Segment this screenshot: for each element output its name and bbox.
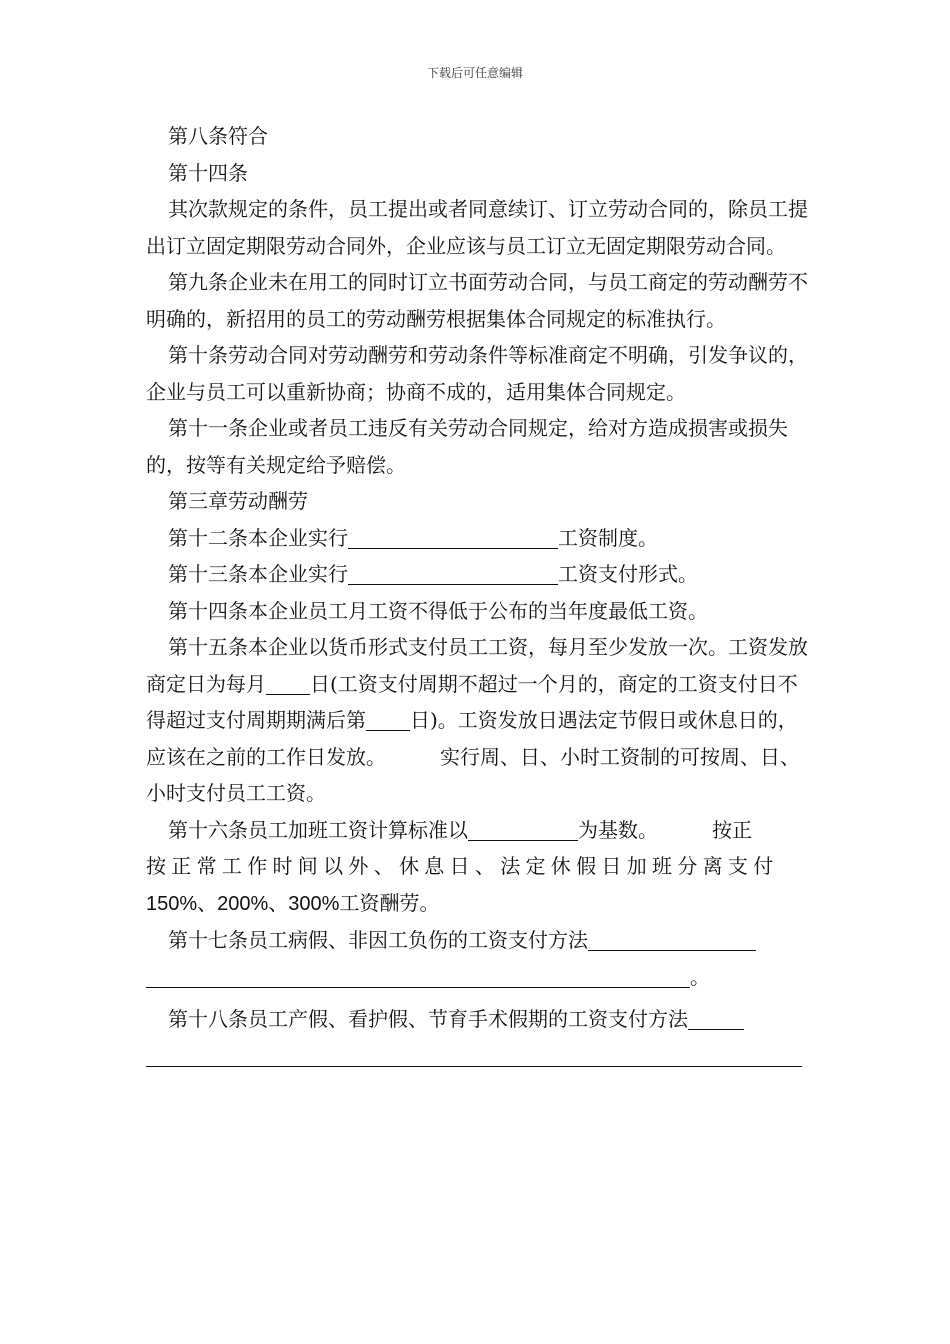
article-15-text-b: 日(工资支付周期不超过一个月的，商定的工资支付日不得超过支付周期期满后第 (146, 671, 798, 732)
article-16-text-e: 工资酬劳。 (339, 890, 440, 915)
pay-day-blank[interactable] (266, 672, 310, 695)
article-8-heading: 第八条符合 (168, 124, 268, 148)
article-12-paragraph (146, 520, 810, 557)
article-15-text-a: 第十五条本企业以货币形式支付员工工资，每月至少发放一次。工资发放商定日为每月 (146, 635, 808, 696)
article-18-line-1 (146, 1001, 810, 1038)
article-13-paragraph (146, 556, 810, 593)
article-15-text-d: 实行周、日、小时工资制的可按周、日、小时支付员工工资。 (146, 744, 800, 805)
article-16-text-c: 按正常工作时间以外、休息日、法定休假日加班分离支付 (146, 854, 779, 878)
article-17-end: 。 (690, 964, 710, 989)
article-16-paragraph (146, 812, 810, 923)
maternity-leave-blank-2[interactable] (146, 1044, 802, 1067)
article-17-text: 第十七条员工病假、非因工负伤的工资支付方法 (168, 928, 588, 952)
article-12-text-start: 第十二条本企业实行 (168, 525, 348, 550)
article-12-text-end: 工资制度。 (558, 525, 658, 550)
article-13-text-end: 工资支付形式。 (558, 562, 698, 586)
article-16-line-1 (146, 812, 810, 849)
article-16-line-2 (146, 848, 810, 885)
sick-leave-blank-1[interactable] (588, 928, 756, 951)
overtime-rates: 150%、200%、300% (146, 892, 340, 915)
article-14-heading: 第十四条 (168, 160, 248, 185)
renewal-clause-paragraph: 其次款规定的条件，员工提出或者同意续订、订立劳动合同的，除员工提出订立固定期限劳动合同外，企业应该与员工订立无固定期限劳动合同。 (146, 197, 808, 258)
page-header: 下载后可任意编辑 (426, 66, 523, 80)
document-body (146, 118, 810, 1074)
article-18-text: 第十八条员工产假、看护假、节育手术假期的工资支付方法 (168, 1007, 688, 1031)
article-17-paragraph (146, 922, 810, 995)
article-14-paragraph: 第十四条本企业员工月工资不得低于公布的当年度最低工资。 (168, 598, 708, 623)
article-13-text-start: 第十三条本企业实行 (168, 562, 348, 586)
pay-deadline-blank[interactable] (366, 708, 410, 731)
article-16-text-c1: 按正 (712, 817, 752, 842)
article-11-paragraph: 第十一条企业或者员工违反有关劳动合同规定，给对方造成损害或损失的，按等有关规定给予赔偿。 (146, 416, 788, 477)
article-16-line-3 (146, 885, 810, 923)
overtime-base-blank[interactable] (468, 818, 578, 841)
payment-form-blank[interactable] (348, 562, 558, 585)
article-10-paragraph: 第十条劳动合同对劳动酬劳和劳动条件等标准商定不明确，引发争议的，企业与员工可以重新协商；协商不成的，适用集体合同规定。 (146, 343, 808, 404)
wage-system-blank[interactable] (348, 526, 558, 549)
article-18-line-2 (146, 1038, 810, 1075)
article-9-paragraph: 第九条企业未在用工的同时订立书面劳动合同，与员工商定的劳动酬劳不明确的，新招用的员工的劳动酬劳根据集体合同规定的标准执行。 (146, 270, 808, 331)
maternity-leave-blank-1[interactable] (688, 1007, 744, 1030)
article-15-paragraph (146, 629, 810, 812)
article-15-text-c: 日)。工资发放日遇法定节假日或休息日的，应该在之前的工作日发放。 (146, 708, 798, 769)
article-17-line-2 (146, 959, 810, 996)
article-16-text-b: 为基数。 (578, 817, 658, 842)
chapter-3-heading: 第三章劳动酬劳 (168, 489, 308, 513)
article-18-paragraph (146, 1001, 810, 1074)
article-16-text-a: 第十六条员工加班工资计算标准以 (168, 817, 468, 842)
sick-leave-blank-2[interactable] (146, 965, 690, 988)
article-17-line-1 (146, 922, 810, 959)
